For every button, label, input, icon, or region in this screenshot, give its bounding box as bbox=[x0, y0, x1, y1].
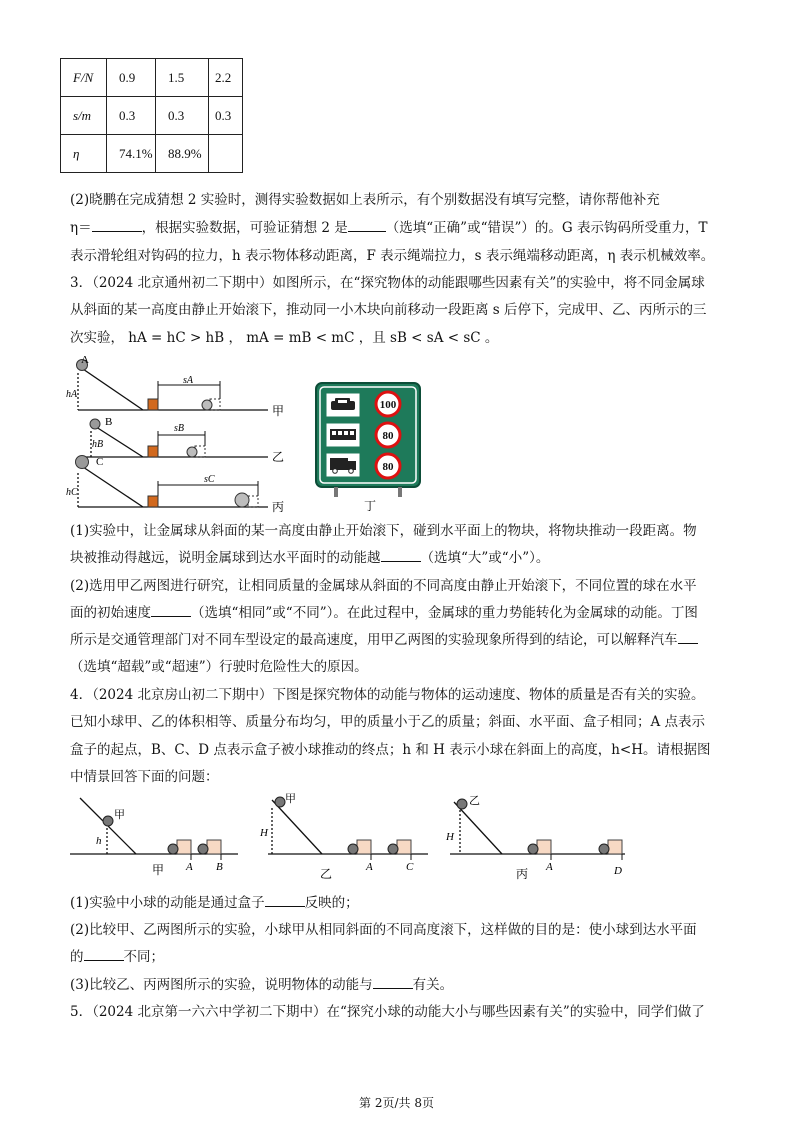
height-label: H bbox=[446, 831, 454, 843]
table-cell: 1.5 bbox=[156, 59, 209, 97]
q4-text: 不同； bbox=[123, 949, 164, 965]
height-label: hB bbox=[92, 439, 104, 450]
speed-limit-value: 80 bbox=[382, 461, 394, 473]
point-label: A bbox=[546, 861, 553, 873]
table-cell: F/N bbox=[61, 59, 107, 97]
table-cell: 74.1% bbox=[107, 135, 156, 173]
q4-text: 有关。 bbox=[412, 977, 454, 993]
speed-limit-value: 100 bbox=[379, 399, 397, 411]
q2-text-line-3: 表示滑轮组对钩码的拉力，h 表示物体移动距离，F 表示绳端拉力，s 表示绳端移动距离，η 表示机械效率。 bbox=[70, 248, 715, 264]
q4-line-3: 盒子的起点，B、C、D 点表示盒子被小球推动的终点；h 和 H 表示小球在斜面上的高度，h<H。请根据图 bbox=[70, 742, 711, 758]
data-table bbox=[60, 58, 243, 173]
row-label: 丙 bbox=[272, 500, 285, 514]
row-label: 甲 bbox=[272, 404, 285, 418]
ball-label: 甲 bbox=[285, 793, 296, 805]
wood-block bbox=[148, 399, 158, 410]
speed-limit-value: 80 bbox=[382, 430, 394, 442]
height-label: h bbox=[96, 835, 102, 847]
eta-label: η＝ bbox=[70, 220, 92, 236]
bus-icon bbox=[330, 429, 356, 440]
height-label: hC bbox=[66, 487, 78, 498]
ball-label: A bbox=[81, 354, 89, 366]
figure-caption: 丙 bbox=[516, 867, 529, 881]
q4-p3 bbox=[70, 975, 453, 995]
q3-p2-line-2 bbox=[70, 603, 698, 623]
table-cell: η bbox=[61, 135, 107, 173]
ball-yi bbox=[457, 799, 467, 809]
q4-line-4: 中情景回答下面的问题： bbox=[70, 769, 219, 785]
table-row bbox=[61, 59, 243, 97]
table-cell: 0.3 bbox=[209, 97, 243, 135]
answer-blank bbox=[381, 548, 421, 562]
answer-blank bbox=[678, 630, 698, 644]
point-label: A bbox=[366, 861, 373, 873]
q3-text: 块被推动得越远，说明金属球到达水平面时的动能越 bbox=[70, 550, 381, 566]
q2-text: （选填“正确”或“错误”）的。G 表示钩码所受重力，T bbox=[385, 220, 708, 236]
q4-text: (3)比较乙、丙两图所示的实验，说明物体的动能与 bbox=[70, 977, 373, 993]
q2-text: ，根据实验数据，可验证猜想 2 是 bbox=[141, 220, 348, 236]
q3-p2-line-4: （选填“超载”或“超速”）行驶时危险性大的原因。 bbox=[70, 659, 368, 675]
answer-blank bbox=[373, 975, 413, 989]
q4-p2-line-1: (2)比较甲、乙两图所示的实验，小球甲从相同斜面的不同高度滚下，这样做的目的是：使小球到达水平面 bbox=[70, 922, 697, 938]
q4-text: 的 bbox=[70, 949, 84, 965]
answer-blank bbox=[84, 947, 124, 961]
ball-box-experiment-figure bbox=[70, 790, 630, 885]
table-cell: 88.9% bbox=[156, 135, 209, 173]
q4-p1 bbox=[70, 893, 359, 913]
height-label: hA bbox=[66, 389, 78, 400]
row-label: 乙 bbox=[272, 450, 285, 464]
ball-label: 乙 bbox=[469, 795, 480, 807]
point-label: A bbox=[186, 861, 193, 873]
point-label: B bbox=[216, 861, 223, 873]
answer-blank bbox=[151, 603, 191, 617]
table-row bbox=[61, 135, 243, 173]
q4-text: 反映的； bbox=[304, 895, 359, 911]
table-cell bbox=[209, 135, 243, 173]
q3-text: 面的初始速度 bbox=[70, 605, 151, 621]
table-row bbox=[61, 97, 243, 135]
table-cell: 0.3 bbox=[156, 97, 209, 135]
q4-line-1: 4．（2024 北京房山初二下期中）下图是探究物体的动能与物体的运动速度、物体的质量是否有关的实验。 bbox=[70, 687, 705, 703]
answer-blank bbox=[92, 218, 142, 232]
ball-jia bbox=[275, 797, 285, 807]
q3-text: 所示是交通管理部门对不同车型设定的最高速度，用甲乙两图的实验现象所得到的结论，可以解释汽车 bbox=[70, 632, 678, 648]
distance-label: sA bbox=[183, 375, 193, 386]
q2-text-line-2 bbox=[70, 218, 707, 238]
sign-label: 丁 bbox=[364, 499, 377, 513]
point-label: C bbox=[406, 861, 414, 873]
ball-jia bbox=[103, 816, 113, 826]
ramp-experiment-figure bbox=[68, 355, 298, 515]
distance-label: sB bbox=[174, 423, 184, 434]
q3-line-1: 3．（2024 北京通州初二下期中）如图所示，在“探究物体的动能跟哪些因素有关”的实验中，将不同金属球 bbox=[70, 275, 705, 291]
q3-line-3: 次实验， hA = hC > hB ， mA = mB < mC ，且 sB < sA < sC 。 bbox=[70, 330, 499, 346]
wood-block bbox=[148, 446, 158, 457]
q3-line-2: 从斜面的某一高度由静止开始滚下，推动同一小木块向前移动一段距离 s 后停下，完成甲、乙、丙所示的三 bbox=[70, 302, 707, 318]
height-label: H bbox=[260, 827, 268, 839]
figure-caption: 乙 bbox=[320, 867, 333, 881]
q4-text: (1)实验中小球的动能是通过盒子 bbox=[70, 895, 265, 911]
ball-label: 甲 bbox=[114, 809, 125, 821]
page-number: 第 2页/共 8页 bbox=[359, 1096, 434, 1110]
table-cell: 0.3 bbox=[107, 97, 156, 135]
point-label: D bbox=[614, 865, 622, 877]
q3-text: （选填“大”或“小”）。 bbox=[420, 550, 550, 566]
speed-limit-sign bbox=[316, 383, 426, 513]
table-cell: 0.9 bbox=[107, 59, 156, 97]
ball-c bbox=[76, 456, 89, 469]
q4-line-2: 已知小球甲、乙的体积相等、质量分布均匀，甲的质量小于乙的质量；斜面、水平面、盒子相同；A 点表示 bbox=[70, 714, 706, 730]
ball-b bbox=[90, 419, 100, 429]
q2-text-line-1: (2)晓鹏在完成猜想 2 实验时，测得实验数据如上表所示，有个别数据没有填写完整，请你帮他补充 bbox=[70, 192, 660, 208]
ball-label: B bbox=[105, 416, 113, 428]
distance-label: sC bbox=[204, 474, 215, 485]
table-cell: s/m bbox=[61, 97, 107, 135]
q4-p2-line-2 bbox=[70, 947, 164, 967]
q3-p1-line-1: (1)实验中，让金属球从斜面的某一高度由静止开始滚下，碰到水平面上的物块，将物块推动一段距离。物 bbox=[70, 523, 697, 539]
ball-label: C bbox=[96, 456, 104, 468]
wood-block bbox=[148, 496, 158, 507]
answer-blank bbox=[348, 218, 386, 232]
table-cell: 2.2 bbox=[209, 59, 243, 97]
figure-caption: 甲 bbox=[152, 863, 165, 877]
q3-p2-line-3 bbox=[70, 630, 698, 650]
answer-blank bbox=[265, 893, 305, 907]
q3-text: （选填“相同”或“不同”）。在此过程中，金属球的重力势能转化为金属球的动能。丁图 bbox=[191, 605, 698, 621]
q3-p2-line-1: (2)选用甲乙两图进行研究，让相同质量的金属球从斜面的不同高度由静止开始滚下，不同位置的球在水平 bbox=[70, 578, 697, 594]
q5-line-1: 5．（2024 北京第一六六中学初二下期中）在“探究小球的动能大小与哪些因素有关”的实验中，同学们做了 bbox=[70, 1004, 705, 1020]
q3-p1-line-2 bbox=[70, 548, 549, 568]
